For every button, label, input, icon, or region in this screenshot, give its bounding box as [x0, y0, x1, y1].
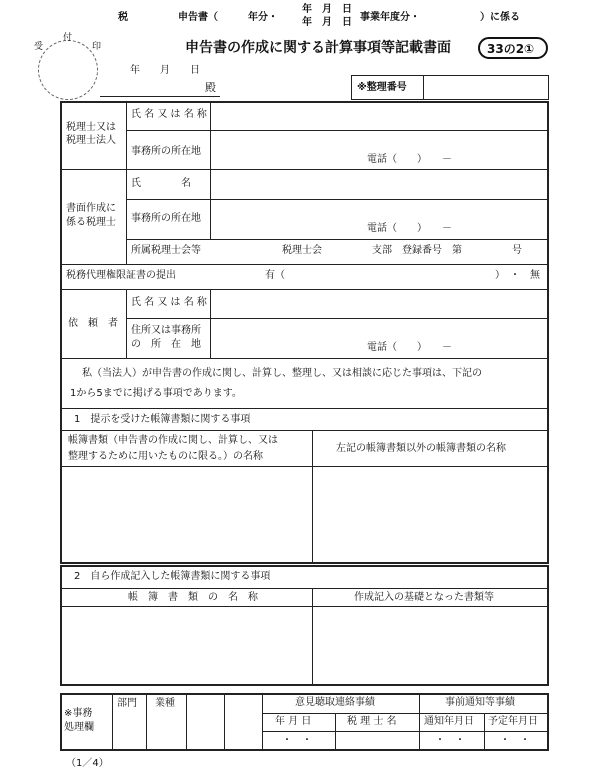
divider	[60, 430, 549, 431]
divider	[126, 169, 127, 264]
notice-date-dots: ・ ・	[435, 735, 465, 746]
tax-accountant-phone-label: 電話（ ） －	[367, 154, 452, 165]
return-label: 申告書（	[178, 12, 218, 23]
addressee-line	[100, 96, 220, 97]
fiscal-year-label: 事業年度分・	[360, 12, 420, 23]
section1-right-field[interactable]	[314, 468, 547, 563]
opinion-hearing-label: 意見聴取連絡事績	[295, 697, 375, 708]
divider	[60, 408, 549, 409]
section2-title: 2 自ら作成記入した帳簿書類に関する事項	[74, 571, 271, 582]
addressee-honorific: 殿	[205, 81, 216, 94]
divider	[146, 693, 147, 751]
office-use-label-1: ※事務	[64, 708, 93, 719]
reference-number-field[interactable]	[425, 76, 547, 99]
divider	[262, 693, 263, 751]
divider	[60, 169, 549, 170]
notice-date-label: 通知年月日	[424, 716, 474, 727]
section2-left-header: 帳 簿 書 類 の 名 称	[128, 592, 258, 603]
hearing-date-label: 年 月 日	[275, 716, 312, 727]
drafter-office-field[interactable]	[212, 201, 362, 238]
divider	[60, 289, 549, 290]
drafter-group-label-2: 係る税理士	[66, 217, 116, 228]
section2-right-field[interactable]	[314, 608, 547, 685]
divider	[312, 588, 313, 686]
tax-accountant-name-field[interactable]	[212, 103, 547, 129]
stamp-seal-char: 印	[92, 42, 102, 52]
drafter-phone-label: 電話（ ） －	[367, 223, 452, 234]
year-part-label: 年分・	[248, 12, 278, 23]
divider	[186, 693, 187, 751]
divider	[60, 466, 549, 467]
drafter-name-label: 氏 名	[131, 178, 191, 189]
divider	[210, 289, 211, 358]
section1-left-header-1: 帳簿書類（申告書の作成に関し、計算し、又は	[68, 435, 278, 446]
tax-accountant-office-label: 事務所の所在地	[131, 146, 201, 157]
hearing-accountant-label: 税 理 士 名	[347, 716, 397, 727]
divider	[484, 713, 485, 751]
section1-left-header-2: 整理するために用いたものに限る。）の名称	[68, 451, 263, 462]
form-number: 33の2①	[487, 42, 535, 56]
client-group-label: 依 頼 者	[68, 318, 118, 329]
drafter-association-label: 所属税理士会等	[131, 245, 201, 256]
client-address-label-1: 住所又は事務所	[131, 325, 201, 336]
divider	[335, 713, 336, 751]
proxy-certificate-label: 税務代理権限証書の提出	[66, 270, 176, 281]
divider	[224, 693, 225, 751]
drafter-group-label-1: 書面作成に	[66, 203, 116, 214]
office-use-label-2: 処理欄	[64, 722, 94, 733]
tax-accountant-group-label-2: 税理士法人	[66, 135, 116, 146]
industry-label: 業種	[155, 698, 175, 709]
reference-number-label: ※整理番号	[357, 82, 407, 93]
concerning-label: ）に係る	[480, 12, 520, 23]
proxy-certificate-value: 有（ ） ・ 無	[265, 270, 540, 281]
scheduled-date-dots: ・ ・	[500, 735, 530, 746]
client-address-field[interactable]	[212, 320, 362, 357]
client-address-label-2: の 所 在 地	[131, 339, 201, 350]
tax-accountant-name-label: 氏 名 又 は 名 称	[131, 109, 207, 120]
divider	[60, 264, 549, 265]
section2-left-field[interactable]	[62, 608, 311, 685]
divider	[126, 289, 127, 358]
tax-accountant-group-label-1: 税理士又は	[66, 122, 116, 133]
client-phone-label: 電話（ ） －	[367, 342, 452, 353]
drafter-name-field[interactable]	[212, 171, 547, 198]
divider	[312, 430, 313, 564]
section1-title: 1 提示を受けた帳簿書類に関する事項	[74, 414, 251, 425]
tax-accountant-office-field[interactable]	[212, 132, 362, 168]
divider	[262, 731, 549, 732]
divider	[210, 169, 211, 239]
form-number-badge	[478, 37, 548, 59]
receipt-stamp-circle	[38, 40, 98, 100]
divider	[126, 101, 127, 169]
divider	[126, 239, 549, 240]
prior-notice-label: 事前通知等事績	[445, 697, 515, 708]
stamp-receipt-char: 受	[34, 42, 44, 52]
drafter-association-value: 税理士会 支部 登録番号 第 号	[282, 245, 522, 256]
department-label: 部門	[117, 698, 137, 709]
date-top-label: 年 月 日	[302, 4, 352, 15]
divider	[419, 693, 420, 751]
section2-right-header: 作成記入の基礎となった書類等	[354, 592, 494, 603]
divider	[60, 588, 549, 589]
divider	[126, 318, 549, 319]
statement-line-1: 私（当法人）が申告書の作成に関し、計算し、整理し、又は相談に応じた事項は、下記の	[82, 368, 482, 379]
date-bottom-label: 年 月 日	[302, 17, 352, 28]
divider	[60, 606, 549, 607]
client-name-label: 氏 名 又 は 名 称	[131, 297, 207, 308]
divider	[126, 199, 549, 200]
scheduled-date-label: 予定年月日	[488, 716, 538, 727]
tax-label: 税	[118, 12, 128, 23]
divider	[423, 75, 424, 100]
divider	[126, 130, 549, 131]
form-title: 申告書の作成に関する計算事項等記載書面	[185, 40, 451, 56]
divider	[60, 358, 549, 359]
divider	[112, 693, 113, 751]
divider	[262, 713, 549, 714]
drafter-office-label: 事務所の所在地	[131, 213, 201, 224]
stamp-attach-char: 付	[63, 33, 73, 43]
page-number: （1／4）	[66, 758, 109, 769]
divider	[210, 101, 211, 169]
statement-line-2: 1から5までに掲げる事項であります。	[70, 388, 242, 399]
client-name-field[interactable]	[212, 291, 547, 317]
hearing-date-dots: ・ ・	[282, 735, 312, 746]
section1-right-header: 左記の帳簿書類以外の帳簿書類の名称	[336, 443, 506, 454]
section1-left-field[interactable]	[62, 468, 311, 563]
submission-date-label: 年 月 日	[130, 65, 200, 76]
